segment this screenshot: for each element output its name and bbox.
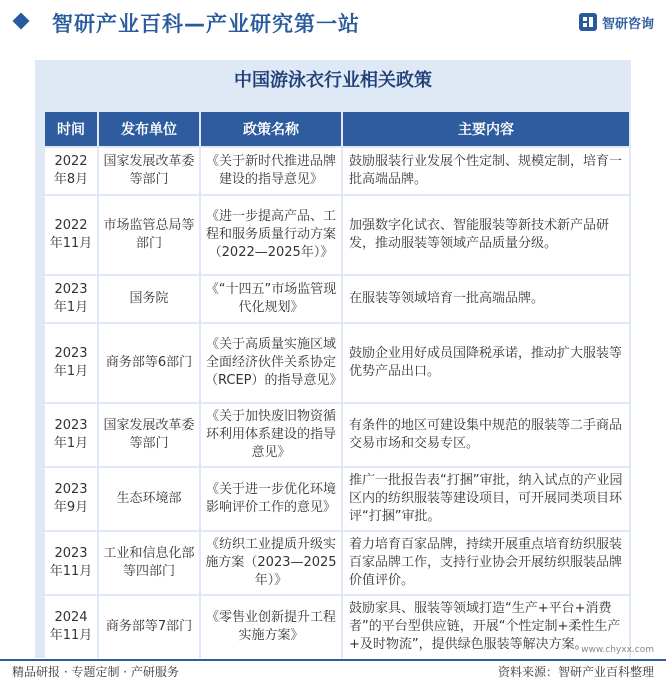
cell-content: 在服装等领域培育一批高端品牌。 [343, 276, 629, 322]
top-header [0, 0, 666, 44]
column-header-policy-name: 政策名称 [201, 112, 341, 146]
cell-time: 2023年1月 [45, 324, 97, 402]
cell-org: 国家发展改革委等部门 [99, 404, 199, 466]
cell-org: 市场监管总局等部门 [99, 196, 199, 274]
cell-org: 国务院 [99, 276, 199, 322]
cell-time: 2023年9月 [45, 468, 97, 530]
table-row [45, 532, 629, 594]
column-header-org: 发布单位 [99, 112, 199, 146]
footer-source: 资料来源：智研产业百科整理 [497, 665, 654, 679]
cell-org: 商务部等6部门 [99, 324, 199, 402]
cell-time: 2022年8月 [45, 148, 97, 194]
cell-policy-name: 《关于进一步优化环境影响评价工作的意见》 [201, 468, 341, 530]
table-row [45, 276, 629, 322]
table-row [45, 196, 629, 274]
cell-time: 2023年1月 [45, 276, 97, 322]
cell-content: 鼓励家具、服装等领域打造“生产+平台+消费者”的平台型供应链，开展“个性定制+柔性生产+及时物流”，提供绿色服装等解决方案。 [343, 596, 629, 658]
column-header-content: 主要内容 [343, 112, 629, 146]
cell-time: 2023年11月 [45, 532, 97, 594]
table-row [45, 148, 629, 194]
cell-content: 鼓励企业用好成员国降税承诺，推动扩大服装等优势产品出口。 [343, 324, 629, 402]
column-header-time: 时间 [45, 112, 97, 146]
diamond-logo-icon [12, 12, 30, 30]
cell-org: 国家发展改革委等部门 [99, 148, 199, 194]
footer [0, 643, 666, 683]
cell-policy-name: 《零售业创新提升工程实施方案》 [201, 596, 341, 658]
table-header-row [45, 112, 629, 146]
cell-org: 生态环境部 [99, 468, 199, 530]
table-row [45, 324, 629, 402]
cell-org: 商务部等7部门 [99, 596, 199, 658]
policy-table [43, 110, 631, 660]
cell-content: 鼓励服装行业发展个性定制、规模定制，培育一批高端品牌。 [343, 148, 629, 194]
cell-policy-name: 《关于加快废旧物资循环利用体系建设的指导意见》 [201, 404, 341, 466]
table-row [45, 468, 629, 530]
brand-name: 智研咨询 [601, 16, 654, 32]
table-row [45, 404, 629, 466]
cell-policy-name: 《关于高质量实施区域全面经济伙伴关系协定（RCEP）的指导意见》 [201, 324, 341, 402]
footer-services: 精品研报 · 专题定制 · 产研服务 [12, 665, 179, 679]
policy-panel [35, 60, 631, 658]
cell-time: 2022年11月 [45, 196, 97, 274]
footer-divider [0, 659, 666, 661]
cell-content: 着力培育百家品牌，持续开展重点培育纺织服装百家品牌工作，支持行业协会开展纺织服装品牌价值评价。 [343, 532, 629, 594]
cell-policy-name: 《“十四五”市场监管现代化规划》 [201, 276, 341, 322]
cell-content: 加强数字化试衣、智能服装等新技术新产品研发，推动服装等领域产品质量分级。 [343, 196, 629, 274]
cell-content: 推广一批报告表“打捆”审批，纳入试点的产业园区内的纺织服装等建设项目，可开展同类项目环评“打捆”审批。 [343, 468, 629, 530]
brand-logo[interactable] [578, 12, 654, 32]
cell-policy-name: 《纺织工业提质升级实施方案（2023—2025年）》 [201, 532, 341, 594]
brand-icon [578, 12, 598, 32]
document-title: 中国游泳衣行业相关政策 [234, 70, 432, 91]
cell-policy-name: 《进一步提高产品、工程和服务质量行动方案（2022—2025年）》 [201, 196, 341, 274]
cell-policy-name: 《关于新时代推进品牌建设的指导意见》 [201, 148, 341, 194]
cell-time: 2024年11月 [45, 596, 97, 658]
footer-url[interactable]: www.chyxx.com [581, 645, 654, 655]
cell-org: 工业和信息化部等四部门 [99, 532, 199, 594]
cell-content: 有条件的地区可建设集中规范的服装等二手商品交易市场和交易专区。 [343, 404, 629, 466]
cell-time: 2023年1月 [45, 404, 97, 466]
site-title: 智研产业百科—产业研究第一站 [52, 12, 360, 36]
